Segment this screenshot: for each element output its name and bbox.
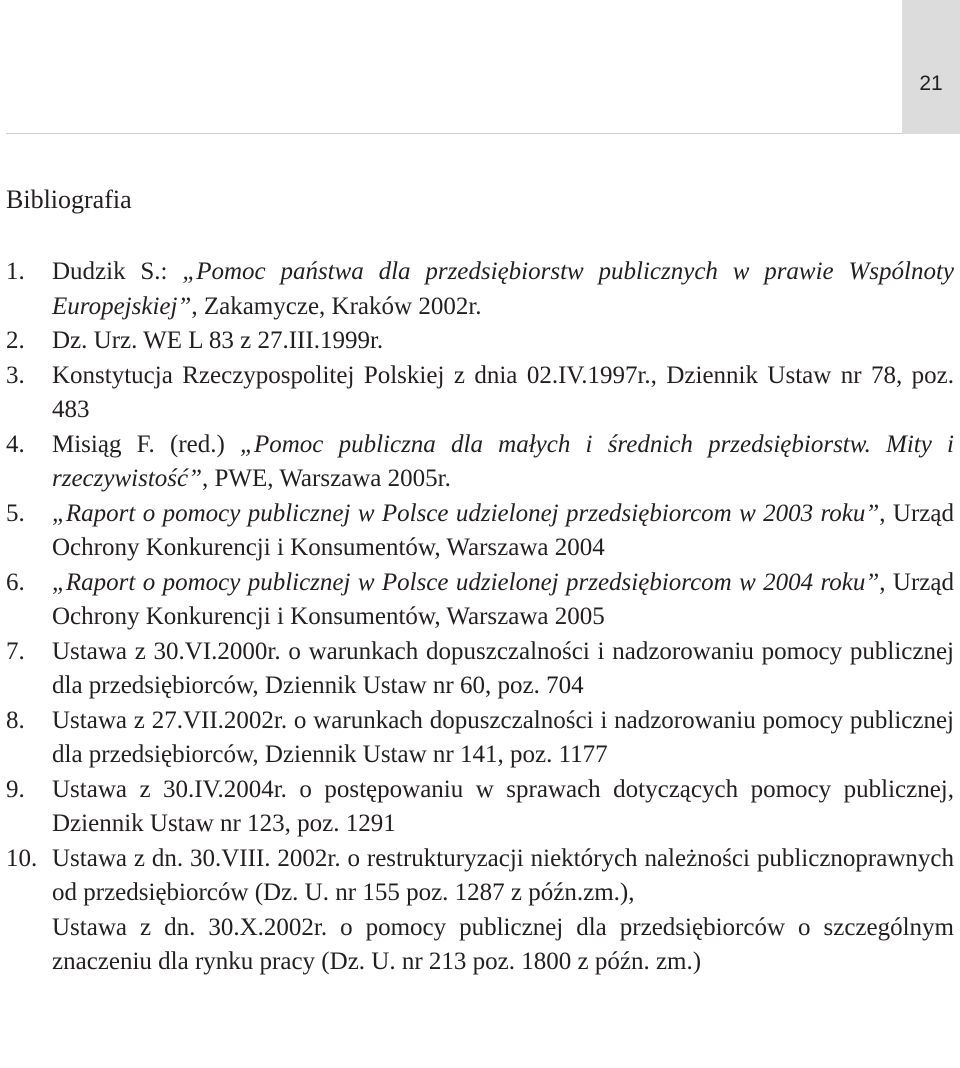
list-item bbox=[6, 635, 954, 704]
page-number-box bbox=[902, 0, 960, 134]
list-item bbox=[6, 324, 954, 359]
list-item bbox=[6, 497, 954, 566]
list-item bbox=[6, 359, 954, 428]
page-number: 21 bbox=[919, 72, 943, 95]
item-number: 9. bbox=[6, 775, 25, 803]
item-number: 10. bbox=[6, 844, 38, 872]
item-number: 4. bbox=[6, 430, 25, 458]
item-text: Ustawa z 30.IV.2004r. o postępowaniu w sprawach dotyczących pomocy publicznej, Dziennik Ustaw nr 123, poz. 1291 bbox=[52, 775, 954, 837]
item-number: 2. bbox=[6, 327, 25, 354]
header-rule bbox=[6, 133, 902, 134]
bibliography-list bbox=[6, 255, 954, 980]
item-number: 3. bbox=[6, 361, 25, 389]
list-item bbox=[6, 842, 954, 980]
item-author: Misiąg F. (red.) bbox=[52, 430, 241, 458]
item-number: 8. bbox=[6, 706, 25, 734]
item-details: , Urząd Ochrony Konkurencji i Konsumentów, Warszawa 2004 bbox=[52, 499, 954, 561]
item-text: Dz. Urz. WE L 83 z 27.III.1999r. bbox=[52, 327, 384, 354]
item-number: 5. bbox=[6, 499, 25, 527]
list-item bbox=[6, 704, 954, 773]
item-details: , Zakamycze, Kraków 2002r. bbox=[191, 292, 482, 320]
item-text: Konstytucja Rzeczypospolitej Polskiej z dnia 02.IV.1997r., Dziennik Ustaw nr 78, poz. 483 bbox=[52, 361, 954, 423]
item-number: 1. bbox=[6, 258, 25, 285]
list-item bbox=[6, 255, 954, 324]
item-text: Ustawa z 27.VII.2002r. o warunkach dopuszczalności i nadzorowaniu pomocy publicznej dla przedsiębiorców, Dziennik Ustaw nr 141, poz. 1177 bbox=[52, 706, 954, 768]
item-number: 6. bbox=[6, 568, 25, 596]
item-author: Dudzik S.: bbox=[52, 258, 183, 285]
item-title: „Raport o pomocy publicznej w Polsce udzielonej przedsiębiorcom w 2003 roku” bbox=[52, 499, 880, 527]
list-item bbox=[6, 773, 954, 842]
bibliography-heading: Bibliografia bbox=[6, 185, 132, 214]
item-title: „Raport o pomocy publicznej w Polsce udzielonej przedsiębiorcom w 2004 roku” bbox=[52, 568, 880, 596]
item-text: Ustawa z dn. 30.VIII. 2002r. o restrukturyzacji niektórych należności publicznoprawnych od przedsiębiorców (Dz. U. nr 155 poz. 1287 z późn.zm.), bbox=[52, 844, 954, 906]
item-text: Ustawa z 30.VI.2000r. o warunkach dopuszczalności i nadzorowaniu pomocy publicznej dla przedsiębiorców, Dziennik Ustaw nr 60, poz. 704 bbox=[52, 637, 954, 699]
item-details: , PWE, Warszawa 2005r. bbox=[202, 465, 451, 492]
item-title: „Pomoc państwa dla przedsiębiorstw publicznych w prawie Wspólnoty Europejskiej” bbox=[52, 258, 954, 320]
list-item bbox=[6, 428, 954, 497]
item-details: , Urząd Ochrony Konkurencji i Konsumentów, Warszawa 2005 bbox=[52, 568, 954, 630]
item-title: „Pomoc publiczna dla małych i średnich przedsiębiorstw. Mity i rzeczywistość” bbox=[52, 430, 954, 492]
list-item bbox=[6, 566, 954, 635]
item-text-continued: Ustawa z dn. 30.X.2002r. o pomocy publicznej dla przedsiębiorców o szczególnym znaczeniu dla rynku pracy (Dz. U. nr 213 poz. 1800 z późn. zm.) bbox=[52, 913, 954, 975]
item-number: 7. bbox=[6, 637, 25, 665]
